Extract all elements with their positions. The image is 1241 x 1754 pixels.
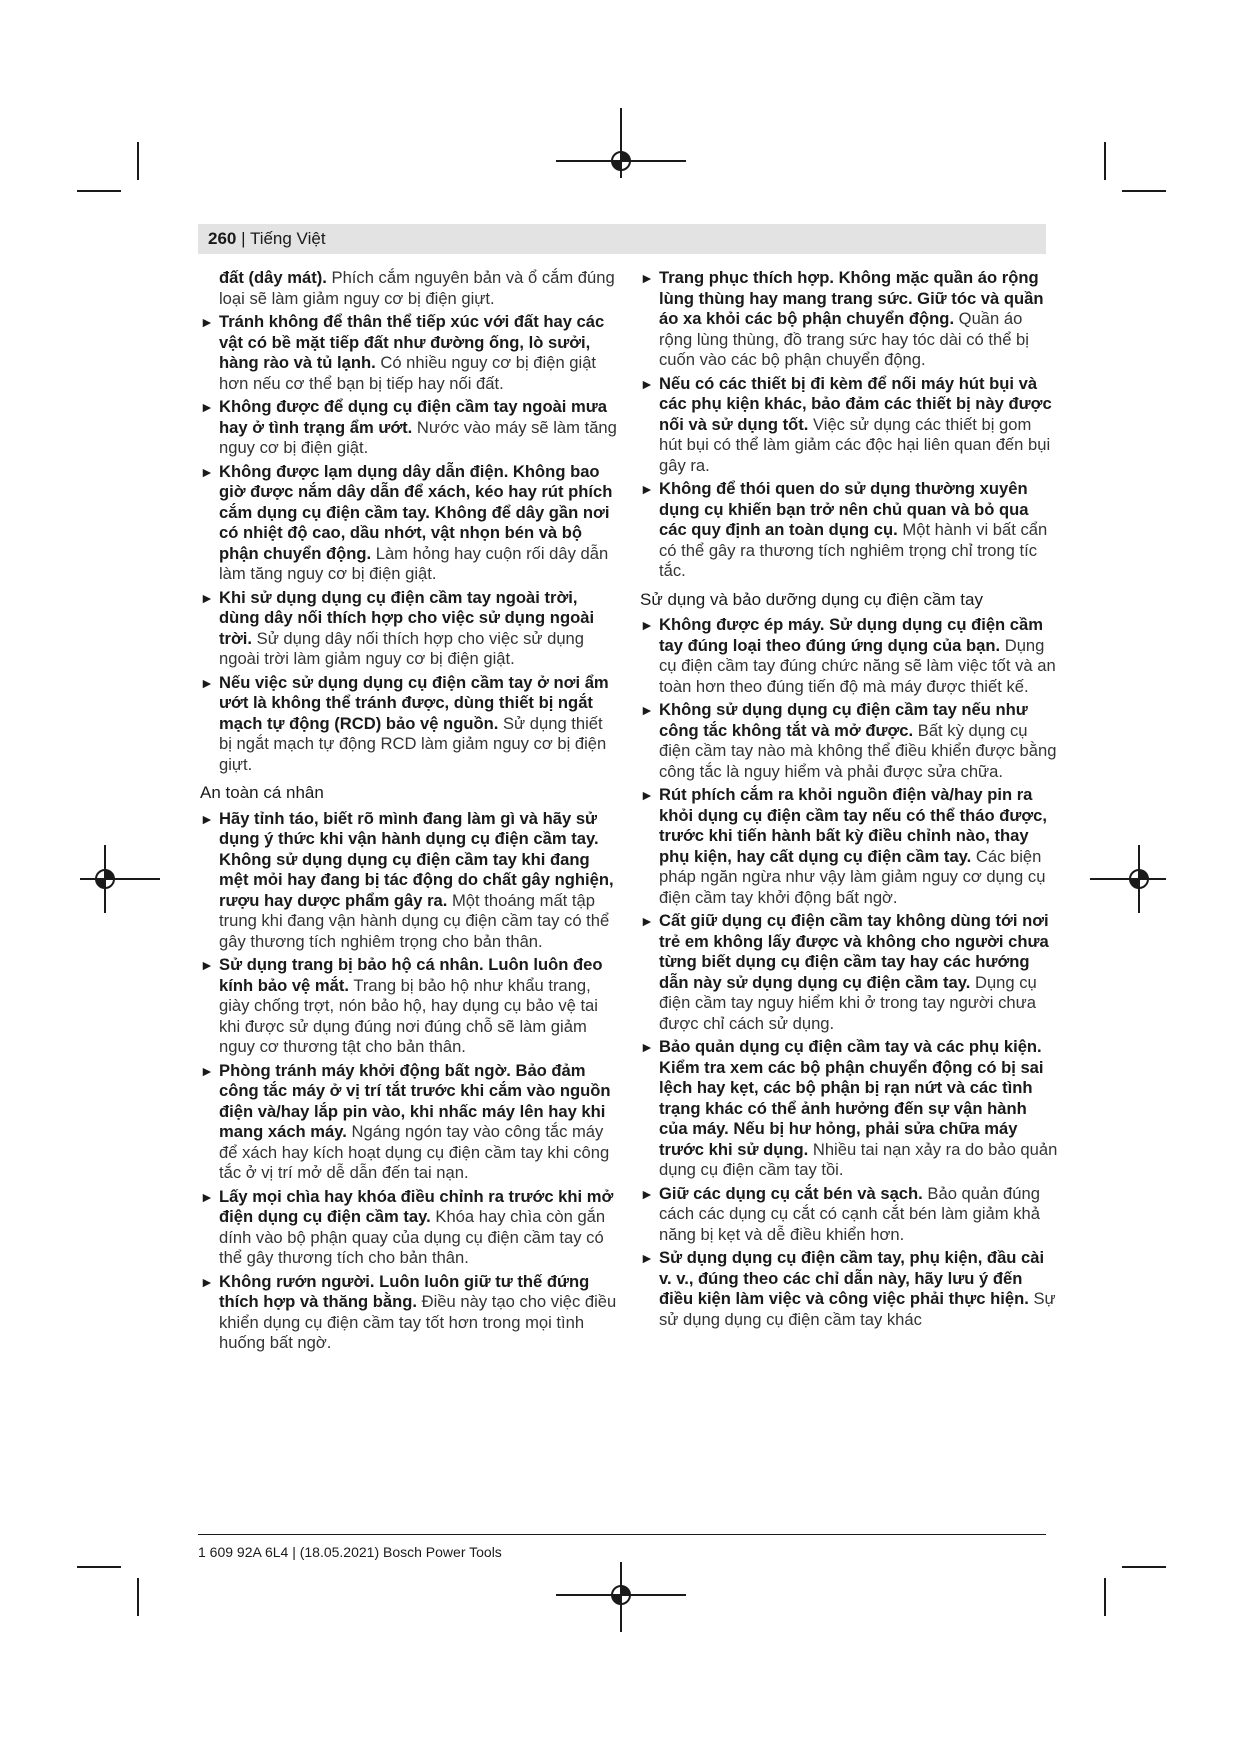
- bullet-arrow-icon: ►: [200, 1188, 214, 1205]
- registration-line: [556, 1594, 686, 1596]
- bullet-arrow-icon: ►: [200, 314, 214, 330]
- bullet-arrow-icon: ►: [640, 787, 654, 803]
- list-item: ► Không được để dụng cụ điện cầm tay ngoài mưa hay ở tình trạng ẩm ướt. Nước vào máy sẽ làm tăng nguy cơ bị điện giật.: [200, 397, 617, 457]
- bullet-arrow-icon: ►: [200, 1062, 214, 1079]
- list-item: ► Trang phục thích hợp. Không mặc quần áo rộng lùng thùng hay mang trang sức. Giữ tóc và quần áo xa khỏi các bộ phận chuyển động. Quần áo rộng lùng thùng, đồ trang sức hay tóc dài có thể bị cuốn vào các bộ phận chuyển động.: [640, 268, 1044, 369]
- list-item: ► Lấy mọi chìa hay khóa điều chỉnh ra trước khi mở điện dụng cụ điện cầm tay. Khóa hay chìa còn gắn dính vào bộ phận quay của dụng cụ điện cầm tay có thể gây thương tích cho bản thân.: [200, 1186, 614, 1267]
- list-item: ► Sử dụng dụng cụ điện cầm tay, phụ kiện, đầu cài v. v., đúng theo các chỉ dẫn này, hãy lưu ý đến điều kiện làm việc và công việc phải thực hiện. Sự sử dụng dụng cụ điện cầm tay khác: [640, 1248, 1056, 1329]
- bullet-arrow-icon: ►: [640, 1039, 654, 1055]
- left-column: [200, 268, 620, 1357]
- page-footer: 1 609 92A 6L4 | (18.05.2021) Bosch Power Tools: [198, 1544, 502, 1560]
- crop-mark: [77, 190, 121, 192]
- page-header: [198, 224, 1046, 254]
- crop-mark: [1104, 142, 1106, 180]
- bullet-arrow-icon: ►: [640, 1250, 654, 1266]
- bullet-arrow-icon: ►: [200, 399, 214, 415]
- bullet-arrow-icon: ►: [640, 617, 654, 633]
- list-item: ► Không rướn người. Luôn luôn giữ tư thế đứng thích hợp và thăng bằng. Điều này tạo cho việc điều khiển dụng cụ điện cầm tay tốt hơn trong mọi tình huống bất ngờ.: [200, 1271, 617, 1352]
- list-item: ► Rút phích cắm ra khỏi nguồn điện và/hay pin ra khỏi dụng cụ điện cầm tay nếu có thể tháo được, trước khi tiến hành bất kỳ điều chỉnh nào, thay phụ kiện, hay cất dụng cụ điện cầm tay. Các biện pháp ngăn ngừa như vậy làm giảm nguy cơ dụng cụ điện cầm tay khởi động bất ngờ.: [640, 785, 1048, 907]
- bullet-arrow-icon: ►: [200, 589, 214, 606]
- list-item: ► Không sử dụng dụng cụ điện cầm tay nếu như công tắc không tắt và mở được. Bất kỳ dụng cụ điện cầm tay nào mà không thể điều khiển được bằng công tắc là nguy hiểm và phải được sửa chữa.: [640, 700, 1057, 781]
- list-item: ► Nếu có các thiết bị đi kèm để nối máy hút bụi và các phụ kiện khác, bảo đảm các thiết bị này được nối và sử dụng tốt. Việc sử dụng các thiết bị gom hút bụi có thể làm giảm các độc hại liên quan đến bụi gây ra.: [640, 373, 1052, 475]
- section-title: Sử dụng và bảo dưỡng dụng cụ điện cầm tay: [640, 589, 983, 609]
- crop-mark: [1122, 190, 1166, 192]
- header-language: Tiếng Việt: [249, 229, 326, 248]
- bullet-arrow-icon: ►: [640, 481, 654, 497]
- bullet-arrow-icon: ►: [640, 270, 654, 286]
- list-item: ► Khi sử dụng dụng cụ điện cầm tay ngoài trời, dùng dây nối thích hợp cho việc sử dụng ngoài trời. Sử dụng dây nối thích hợp cho việc sử dụng ngoài trời làm giảm nguy cơ bị điện giật.: [200, 587, 595, 668]
- list-item: ► Không được lạm dụng dây dẫn điện. Không bao giờ được nắm dây dẫn để xách, kéo hay rút phích cắm dụng cụ điện cầm tay. Không để dây gần nơi có nhiệt độ cao, dầu nhớt, vật nhọn bén và bộ phận chuyển động. Làm hỏng hay cuộn rối dây dẫn làm tăng nguy cơ bị điện giật.: [200, 461, 613, 583]
- crop-mark: [1122, 1566, 1166, 1568]
- footer-divider: [198, 1534, 1046, 1535]
- registration-line: [80, 878, 160, 880]
- crop-mark: [137, 1578, 139, 1616]
- bullet-arrow-icon: ►: [200, 810, 214, 827]
- list-item: ► Bảo quản dụng cụ điện cầm tay và các phụ kiện. Kiểm tra xem các bộ phận chuyển động có bị sai lệch hay kẹt, các bộ phận bị rạn nứt và các tình trạng khác có thể ảnh hưởng đến sự vận hành của máy. Nếu bị hư hỏng, phải sửa chữa máy trước khi sử dụng. Nhiều tai nạn xảy ra do bảo quản dụng cụ điện cầm tay tồi.: [640, 1037, 1058, 1179]
- registration-line: [556, 160, 686, 162]
- registration-line: [1090, 878, 1166, 880]
- bullet-arrow-icon: ►: [640, 1185, 654, 1202]
- list-item: ► Tránh không để thân thể tiếp xúc với đất hay các vật có bề mặt tiếp đất như đường ống, lò sưởi, hàng rào và tủ lạnh. Có nhiều nguy cơ bị điện giật hơn nếu cơ thể bạn bị tiếp hay nối đất.: [200, 312, 605, 393]
- header-text: 260 | Tiếng Việt: [208, 229, 326, 248]
- bullet-arrow-icon: ►: [200, 674, 214, 691]
- right-column: [640, 268, 1058, 1333]
- bullet-arrow-icon: ►: [640, 913, 654, 929]
- registration-line: [620, 108, 622, 178]
- list-item: ► Phòng tránh máy khởi động bất ngờ. Bảo đảm công tắc máy ở vị trí tắt trước khi cắm vào nguồn điện và/hay lắp pin vào, khi nhấc máy lên hay khi mang xách máy. Ngáng ngón tay vào công tắc máy để xách hay kích hoạt dụng cụ điện cầm tay khi công tắc ở vị trí mở dễ dẫn đến tai nạn.: [200, 1060, 611, 1182]
- crop-mark: [77, 1566, 121, 1568]
- list-item: ► Hãy tỉnh táo, biết rõ mình đang làm gì và hãy sử dụng ý thức khi vận hành dụng cụ điện cầm tay. Không sử dụng dụng cụ điện cầm tay khi đang mệt mỏi hay đang bị tác động do chất gây nghiện, rượu hay dược phẩm gây ra. Một thoáng mất tập trung khi đang vận hành dụng cụ điện cầm tay có thể gây thương tích nghiêm trọng cho bản thân.: [200, 808, 614, 951]
- registration-line: [620, 1562, 622, 1632]
- bullet-arrow-icon: ►: [200, 1273, 214, 1290]
- list-item: ► Không được ép máy. Sử dụng dụng cụ điện cầm tay đúng loại theo đúng ứng dụng của bạn. Dụng cụ điện cầm tay đúng chức năng sẽ làm việc tốt và an toàn hơn theo đúng tiến độ mà máy được thiết kế.: [640, 615, 1056, 696]
- list-item: ► Giữ các dụng cụ cắt bén và sạch. Bảo quản đúng cách các dụng cụ cắt có cạnh cắt bén làm giảm khả năng bị kẹt và dễ điều khiển hơn.: [640, 1183, 1040, 1244]
- crop-mark: [1104, 1578, 1106, 1616]
- continuation-paragraph: đất (dây mát). Phích cắm nguyên bản và ổ cắm đúng loại sẽ làm giảm nguy cơ bị điện giựt.: [219, 268, 615, 308]
- crop-mark: [137, 142, 139, 180]
- section-title: An toàn cá nhân: [200, 783, 324, 802]
- bullet-arrow-icon: ►: [640, 702, 654, 718]
- list-item: ► Không để thói quen do sử dụng thường xuyên dụng cụ khiến bạn trở nên chủ quan và bỏ qua các quy định an toàn dụng cụ. Một hành vi bất cẩn có thể gây ra thương tích nghiêm trọng chỉ trong tíc tắc.: [640, 479, 1048, 580]
- bullet-arrow-icon: ►: [200, 957, 214, 973]
- list-item: ► Nếu việc sử dụng dụng cụ điện cầm tay ở nơi ẩm ướt là không thể tránh được, dùng thiết bị ngắt mạch tự động (RCD) bảo vệ nguồn. Sử dụng thiết bị ngắt mạch tự động RCD làm giảm nguy cơ bị điện giựt.: [200, 672, 609, 774]
- list-item: ► Cất giữ dụng cụ điện cầm tay không dùng tới nơi trẻ em không lấy được và không cho người chưa từng biết dụng cụ điện cầm tay hay các hướng dẫn này sử dụng dụng cụ điện cầm tay. Dụng cụ điện cầm tay nguy hiểm khi ở trong tay người chưa được chỉ cách sử dụng.: [640, 911, 1049, 1033]
- bullet-arrow-icon: ►: [640, 375, 654, 392]
- list-item: ► Sử dụng trang bị bảo hộ cá nhân. Luôn luôn đeo kính bảo vệ mắt. Trang bị bảo hộ như khẩu trang, giày chống trợt, nón bảo hộ, hay dụng cụ bảo vệ tai khi được sử dụng đúng nơi đúng chỗ sẽ làm giảm nguy cơ thương tật cho bản thân.: [200, 955, 603, 1056]
- page-number: 260: [208, 229, 237, 248]
- bullet-arrow-icon: ►: [200, 463, 214, 480]
